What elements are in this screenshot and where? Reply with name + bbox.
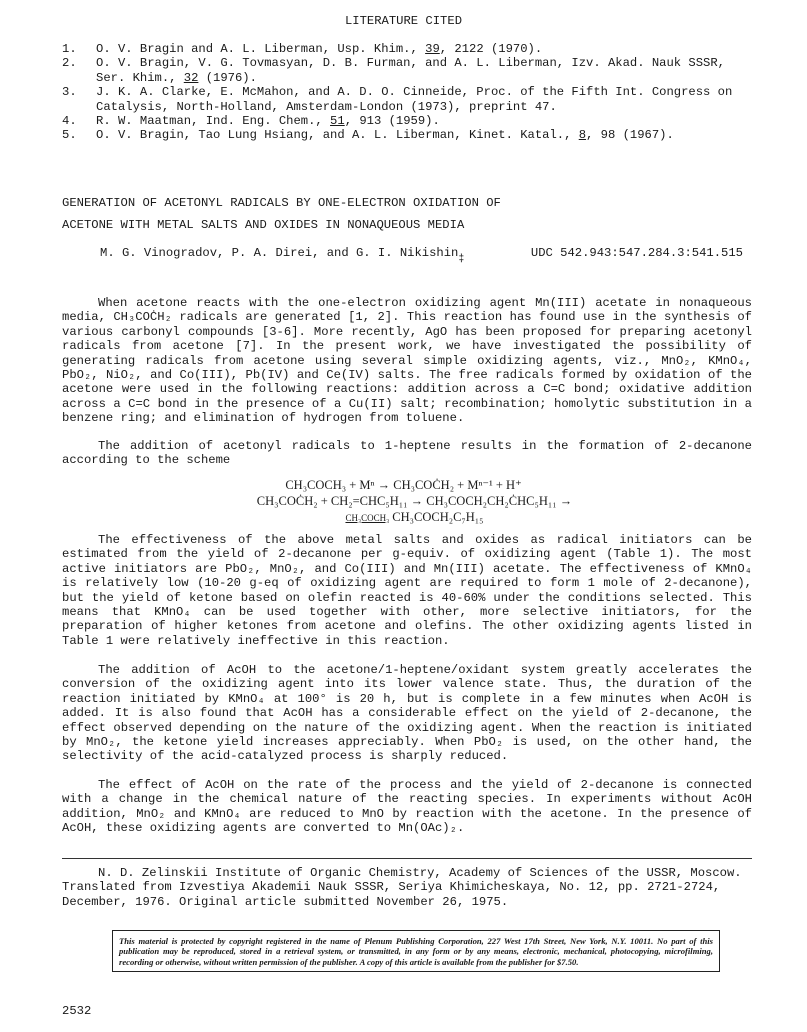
reference-item xyxy=(62,56,752,85)
equation-line-2: CH₃COĊH₂ + CH₂=CHC₅H₁₁ → CH₃COCH₂CH₂ĊHC₅H₁₁ → xyxy=(256,494,573,508)
article-title xyxy=(62,192,752,236)
reference-number: 4. xyxy=(62,114,77,129)
footer-divider xyxy=(62,858,752,859)
reference-item xyxy=(62,85,752,114)
reference-volume: 32 xyxy=(183,70,199,85)
reference-text: O. V. Bragin and A. L. Liberman, Usp. Khim., 39, 2122 (1970). xyxy=(96,42,543,56)
paragraph-4 xyxy=(62,663,752,764)
reference-number: 2. xyxy=(62,56,77,71)
equation-line-3 xyxy=(0,509,807,526)
affiliation-note xyxy=(62,866,752,909)
reference-item xyxy=(62,114,752,128)
paragraph-3 xyxy=(62,533,752,648)
literature-cited-heading: LITERATURE CITED xyxy=(344,14,463,28)
authors-text: M. G. Vinogradov, P. A. Direi, and G. I. Nikishin xyxy=(100,246,459,260)
article-title-line-2: ACETONE WITH METAL SALTS AND OXIDES IN NONAQUEOUS MEDIA xyxy=(62,218,465,232)
reference-volume: 39 xyxy=(425,42,440,56)
reference-item xyxy=(62,42,752,56)
equation-reagent: CH₃COCH₃ xyxy=(345,513,390,523)
paragraph-2 xyxy=(62,439,752,468)
paragraph-5 xyxy=(62,778,752,836)
equation-line-1: CH₃COCH₃ + Mⁿ → CH₃COĊH₂ + Mⁿ⁻¹ + H⁺ xyxy=(285,478,522,492)
reaction-scheme xyxy=(0,477,807,526)
reference-number: 1. xyxy=(62,42,77,56)
reference-number: 5. xyxy=(62,128,77,143)
reference-volume: 51 xyxy=(330,114,345,129)
paragraph-5-text: The effect of AcOH on the rate of the process and the yield of 2-decanone is connected with a change in the chemical nature of the reacting species. In experiments without AcOH addition, MnO₂ and KMnO₄ are reduced to MnO by reaction with the acetone. In the presence of AcOH, these oxidizing agents are converted to Mn(OAc)₂. xyxy=(62,778,752,836)
paragraph-1 xyxy=(62,296,752,426)
paragraph-4-text: The addition of AcOH to the acetone/1-heptene/oxidant system greatly accelerates the conversion of the oxidizing agent into its lower valence state. Thus, the duration of the reaction initiated by KMnO₄ at 100° is 20 h, but is complete in a few minutes when AcOH is added. It is also found that AcOH has a considerable effect on the yield of 2-decanone, the effect observed depending on the nature of the oxidizing agent. When the reaction is initiated by MnO₂, the ketone yield increases appreciably. When PbO₂ is used, on the other hand, the selectivity of the acid-catalyzed process is sharply reduced. xyxy=(62,663,752,764)
page-number: 2532 xyxy=(62,1004,92,1018)
reference-text: O. V. Bragin, V. G. Tovmasyan, D. B. Furman, and A. L. Liberman, Izv. Akad. Nauk SSSR, Ser. Khim., 32 (1976). xyxy=(96,56,725,85)
reference-text: J. K. A. Clarke, E. McMahon, and A. D. O. Cinneide, Proc. of the Fifth Int. Congress on Catalysis, North-Holland, Amsterdam-London (1973), preprint 47. xyxy=(96,85,733,114)
reference-volume: 8 xyxy=(578,128,587,143)
paragraph-3-text: The effectiveness of the above metal salts and oxides as radical initiators can be estimated from the yield of 2-decanone per g-equiv. of oxidizing agent (Table 1). The most active initiators are PbO₂, MnO₂, and Co(III) and Mn(III) acetate. The effectiveness of KMnO₄ is relatively low (10-20 g-eq of oxidizing agent are required to form 1 mole of 2-decanone), but the yield of ketone based on olefin reacted is 40-60% under the conditions selected. This means that KMnO₄ can be used together with other, more selective initiators, for the preparation of higher ketones from acetone and olefins. The other oxidizing agents listed in Table 1 were relatively ineffective in this reaction. xyxy=(62,533,752,648)
dagger-mark: ‡ xyxy=(458,254,465,265)
reference-item xyxy=(62,128,752,142)
affiliation-text: N. D. Zelinskii Institute of Organic Chemistry, Academy of Sciences of the USSR, Moscow. Translated from Izvestiya Akademii Nauk SSSR, Seriya Khimicheskaya, No. 12, pp. 2721-2724, December, 1976. Original article submitted November 26, 1975. xyxy=(62,866,742,909)
paragraph-1-text: When acetone reacts with the one-electron oxidizing agent Mn(III) acetate in nonaqueous media, CH₃COĊH₂ radicals are generated [1, 2]. This reaction has found use in the synthesis of various carbonyl compounds [3-6]. More recently, AgO has been proposed for preparing acetonyl radicals from acetone [7]. In the present work, we have investigated the possibility of generating radicals from acetone using several simple oxidizing agents, viz., MnO₂, KMnO₄, PbO₂, NiO₂, and Co(III), Pb(IV) and Ce(IV) salts. The free radicals formed by oxidation of the acetone were used in the following reactions: addition across a C=C bond; oxidative addition across a C=C bond in the presence of a Cu(II) salt; recombination; homolytic substitution in a benzene ring; and elimination of hydrogen from toluene. xyxy=(62,296,752,426)
reference-list xyxy=(62,42,752,143)
reference-text: O. V. Bragin, Tao Lung Hsiang, and A. L. Liberman, Kinet. Katal., 8, 98 (1967). xyxy=(96,128,674,143)
reference-number: 3. xyxy=(62,85,77,100)
paragraph-2-text: The addition of acetonyl radicals to 1-heptene results in the formation of 2-decanone according to the scheme xyxy=(62,439,752,468)
reference-text: R. W. Maatman, Ind. Eng. Chem., 51, 913 (1959). xyxy=(96,114,440,129)
copyright-notice: This material is protected by copyright registered in the name of Plenum Publishing Corporation, 227 West 17th Street, New York, N.Y. 10011. No part of this publication may be reproduced, stored in a retrieval system, or transmitted, in any form or by any means, electronic, mechanical, photocopying, microfilming, recording or otherwise, without written permission of the publisher. A copy of this article is available from the publisher for $7.50. xyxy=(112,930,720,972)
article-title-line-1: GENERATION OF ACETONYL RADICALS BY ONE-ELECTRON OXIDATION OF xyxy=(62,196,501,210)
equation-product: CH₃COCH₂C₇H₁₅ xyxy=(392,510,484,524)
udc-code: UDC 542.943:547.284.3:541.515 xyxy=(530,246,743,260)
